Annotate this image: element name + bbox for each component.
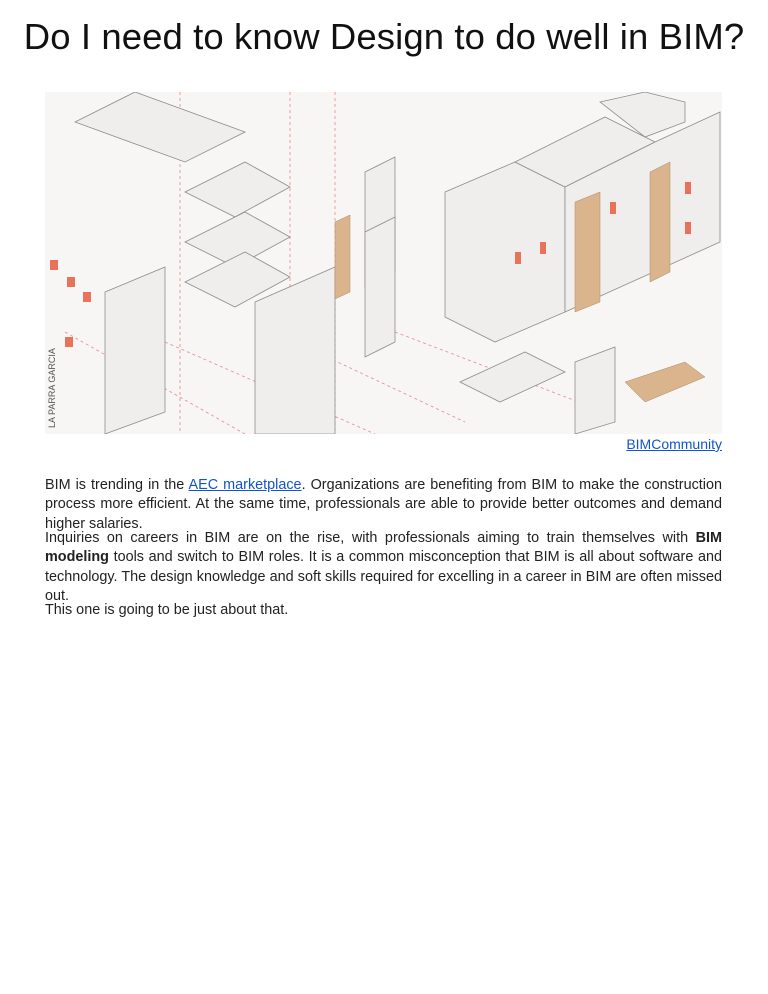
text: Inquiries on careers in BIM are on the rise, with professionals aiming to train themselves with [45,530,696,546]
building-diagram-image [45,92,722,434]
text: BIM is trending in the [45,477,189,493]
page-title: Do I need to know Design to do well in BIM? [23,16,745,57]
isometric-building-exploded-diagram [45,92,722,434]
aec-marketplace-link[interactable]: AEC marketplace [188,477,302,493]
bimcommunity-link[interactable]: BIMCommunity [626,436,722,452]
text: . Organizations are benefiting from BIM to make the construction process more efficient. At the same time, professionals are able to provide better outcomes and demand higher salaries. [45,477,722,532]
paragraph-careers [45,529,722,606]
text: tools and switch to BIM roles. It is a common misconception that BIM is all about software and technology. The design knowledge and soft skills required for excelling in a career in BIM are often missed out. [45,549,722,604]
paragraph-intro [45,476,722,534]
bold-text: BIM modeling [45,530,722,566]
image-credit-text: LA PARRA GARCIA [47,348,57,428]
paragraph-closing: This one is going to be just about that. [45,602,289,618]
